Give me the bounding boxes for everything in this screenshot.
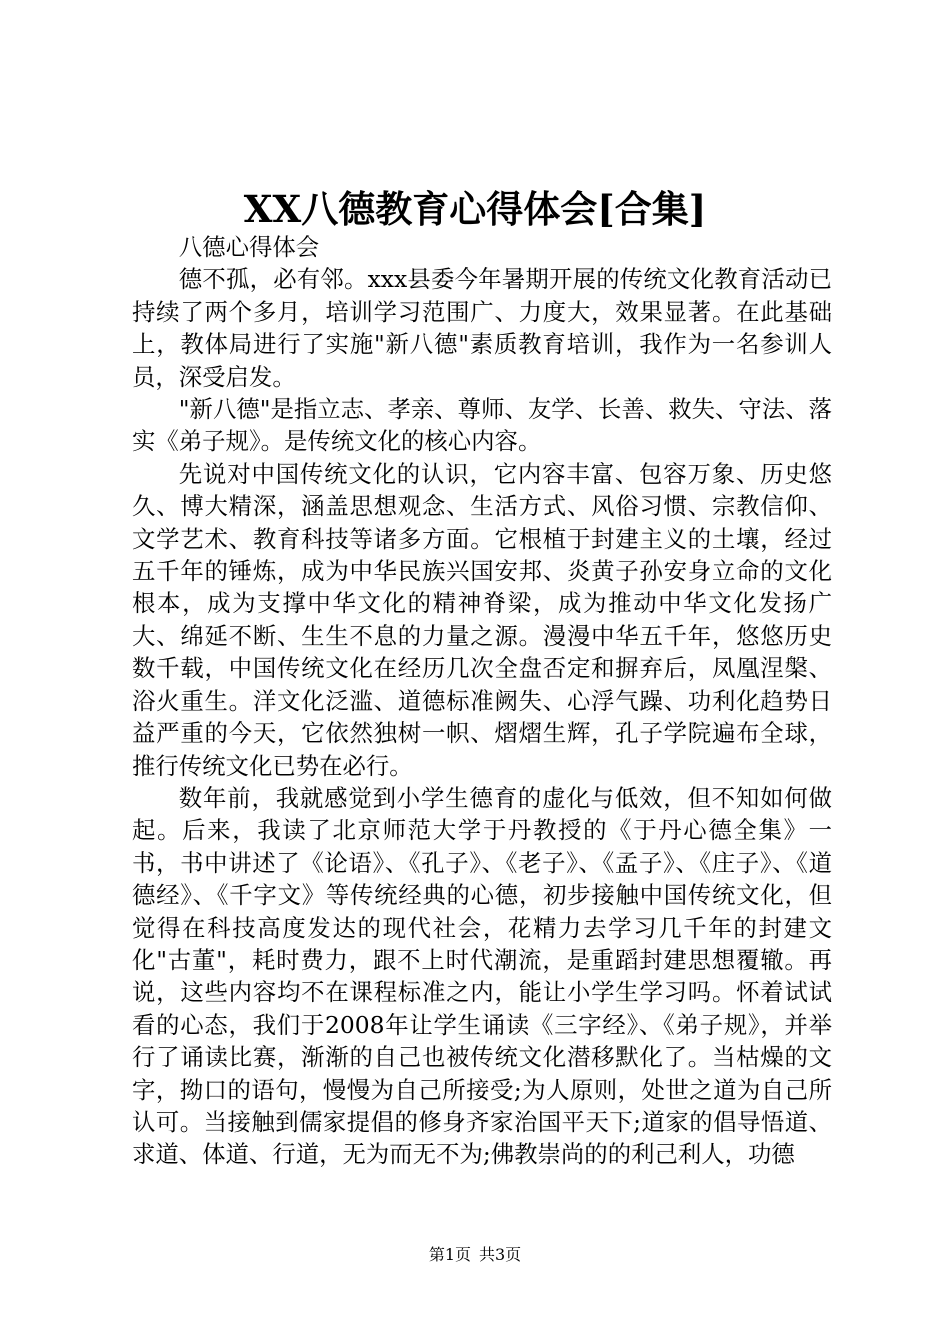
paragraph: 先说对中国传统文化的认识，它内容丰富、包容万象、历史悠久、博大精深，涵盖思想观念、生活方式、风俗习惯、宗教信仰、文学艺术、教育科技等诸多方面。它根植于封建主义的土壤，经过五千年的锤炼，成为中华民族兴国安邦、炎黄子孙安身立命的文化根本，成为支撑中华文化的精神脊梁，成为推动中华文化发扬广大、绵延不断、生生不息的力量之源。漫漫中华五千年，悠悠历史数千载，中国传统文化在经历几次全盘否定和摒弃后，凤凰涅槃、浴火重生。洋文化泛滥、道德标准阙失、心浮气躁、功利化趋势日益严重的今天，它依然独树一帜、熠熠生辉，孔子学院遍布全球，推行传统文化已势在必行。 [132, 459, 832, 780]
document-title: XX八德教育心得体会[合集] [243, 187, 707, 231]
document-body [132, 231, 832, 1171]
paragraph: 数年前，我就感觉到小学生德育的虚化与低效，但不知如何做起。后来，我读了北京师范大学于丹教授的《于丹心德全集》一书，书中讲述了《论语》、《孔子》、《老子》、《孟子》、《庄子》、《道德经》、《千字文》等传统经典的心德，初步接触中国传统文化，但觉得在科技高度发达的现代社会，花精力去学习几千年的封建文化"古董"，耗时费力，跟不上时代潮流，是重蹈封建思想覆辙。再说，这些内容均不在课程标准之内，能让小学生学习吗。怀着试试看的心态，我们于2008年让学生诵读《三字经》、《弟子规》，并举行了诵读比赛，渐渐的自己也被传统文化潜移默化了。当枯燥的文字，拗口的语句，慢慢为自己所接受;为人原则，处世之道为自己所认可。当接触到儒家提倡的修身齐家治国平天下;道家的倡导悟道、求道、体道、行道，无为而无不为;佛教崇尚的的利己利人，功德 [132, 783, 832, 1169]
page-number: 第1页 [428, 1245, 471, 1264]
page-footer [0, 1244, 950, 1266]
paragraph: 德不孤，必有邻。xxx县委今年暑期开展的传统文化教育活动已持续了两个多月，培训学习范围广、力度大，效果显著。在此基础上，教体局进行了实施"新八德"素质教育培训，我作为一名参训人员，深受启发。 [132, 265, 832, 391]
section-heading: 八德心得体会 [178, 233, 320, 261]
page-total: 共3页 [479, 1245, 522, 1264]
paragraph: "新八德"是指立志、孝亲、尊师、友学、长善、救失、守法、落实《弟子规》。是传统文化的核心内容。 [132, 395, 832, 456]
